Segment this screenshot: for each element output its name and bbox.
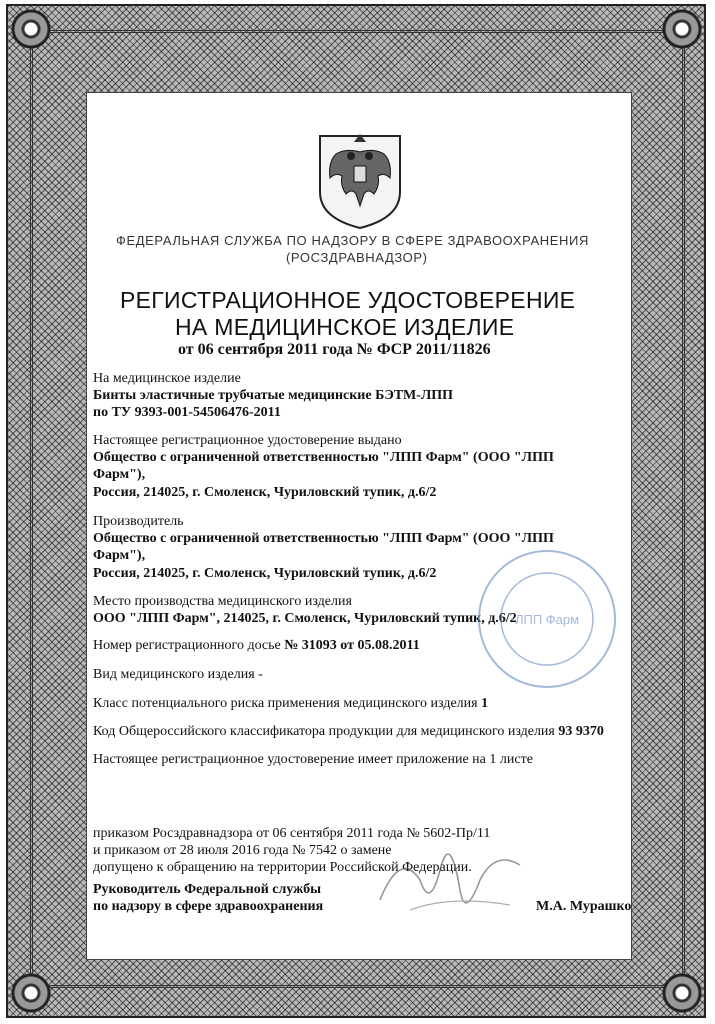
russian-coat-of-arms-icon — [306, 122, 414, 230]
device-name: Бинты эластичные трубчатые медицинские БЭТМ-ЛПП — [93, 388, 454, 403]
device-label: На медицинское изделие — [93, 371, 241, 386]
corner-ornament — [659, 970, 705, 1016]
handwritten-signature — [360, 810, 540, 950]
production-label: Место производства медицинского изделия — [93, 594, 352, 609]
risk-class-line — [93, 696, 488, 712]
corner-ornament — [659, 6, 705, 52]
dossier-label: Номер регистрационного досье — [93, 638, 281, 653]
manufacturer-address: Россия, 214025, г. Смоленск, Чуриловский тупик, д.6/2 — [93, 566, 437, 581]
corner-ornament — [8, 6, 54, 52]
appendix-note: Настоящее регистрационное удостоверение имеет приложение на 1 листе — [93, 752, 533, 767]
document-title: РЕГИСТРАЦИОННОЕ УДОСТОВЕРЕНИЕ — [120, 287, 576, 313]
order-line-3: допущено к обращению на территории Российской Федерации. — [93, 860, 472, 875]
manufacturer-company: Общество с ограниченной ответственностью "ЛПП Фарм" (ООО "ЛПП — [93, 531, 554, 546]
corner-ornament — [8, 970, 54, 1016]
document-subtitle: НА МЕДИЦИНСКОЕ ИЗДЕЛИЕ — [175, 314, 515, 340]
signatory-title-1: Руководитель Федеральной службы — [93, 882, 322, 897]
risk-class-label: Класс потенциального риска применения медицинского изделия — [93, 696, 478, 711]
issued-to-company-cont: Фарм"), — [93, 467, 146, 482]
agency-name: ФЕДЕРАЛЬНАЯ СЛУЖБА ПО НАДЗОРУ В СФЕРЕ ЗДРАВООХРАНЕНИЯ — [116, 233, 589, 248]
dossier-line — [93, 638, 420, 654]
risk-class-value: 1 — [481, 696, 489, 711]
device-spec: по ТУ 9393-001-54506476-2011 — [93, 405, 281, 420]
manufacturer-label: Производитель — [93, 514, 184, 529]
manufacturer-company-cont: Фарм"), — [93, 548, 146, 563]
production-address: ООО "ЛПП Фарм", 214025, г. Смоленск, Чуриловский тупик, д.6/2 — [93, 611, 517, 626]
okp-label: Код Общероссийского классификатора продукции для медицинского изделия — [93, 724, 555, 739]
issued-to-label: Настоящее регистрационное удостоверение выдано — [93, 433, 402, 448]
company-stamp — [474, 546, 620, 692]
okp-line — [93, 724, 604, 740]
device-kind: Вид медицинского изделия - — [93, 667, 263, 682]
issued-to-address: Россия, 214025, г. Смоленск, Чуриловский тупик, д.6/2 — [93, 485, 437, 500]
certificate-number-date: от 06 сентября 2011 года № ФСР 2011/11826 — [178, 341, 491, 358]
signatory-name: М.А. Мурашко — [536, 899, 632, 914]
issued-to-company: Общество с ограниченной ответственностью "ЛПП Фарм" (ООО "ЛПП — [93, 450, 554, 465]
signatory-title-2: по надзору в сфере здравоохранения — [93, 899, 324, 914]
stamp-text: ЛПП Фарм — [514, 612, 580, 627]
dossier-value: № 31093 от 05.08.2011 — [284, 638, 420, 653]
order-line-2: и приказом от 28 июля 2016 года № 7542 о замене — [93, 843, 392, 858]
agency-abbreviation: (РОСЗДРАВНАДЗОР) — [286, 250, 428, 265]
order-line-1: приказом Росздравнадзора от 06 сентября 2011 года № 5602-Пр/11 — [93, 826, 491, 841]
okp-value: 93 9370 — [558, 724, 604, 739]
